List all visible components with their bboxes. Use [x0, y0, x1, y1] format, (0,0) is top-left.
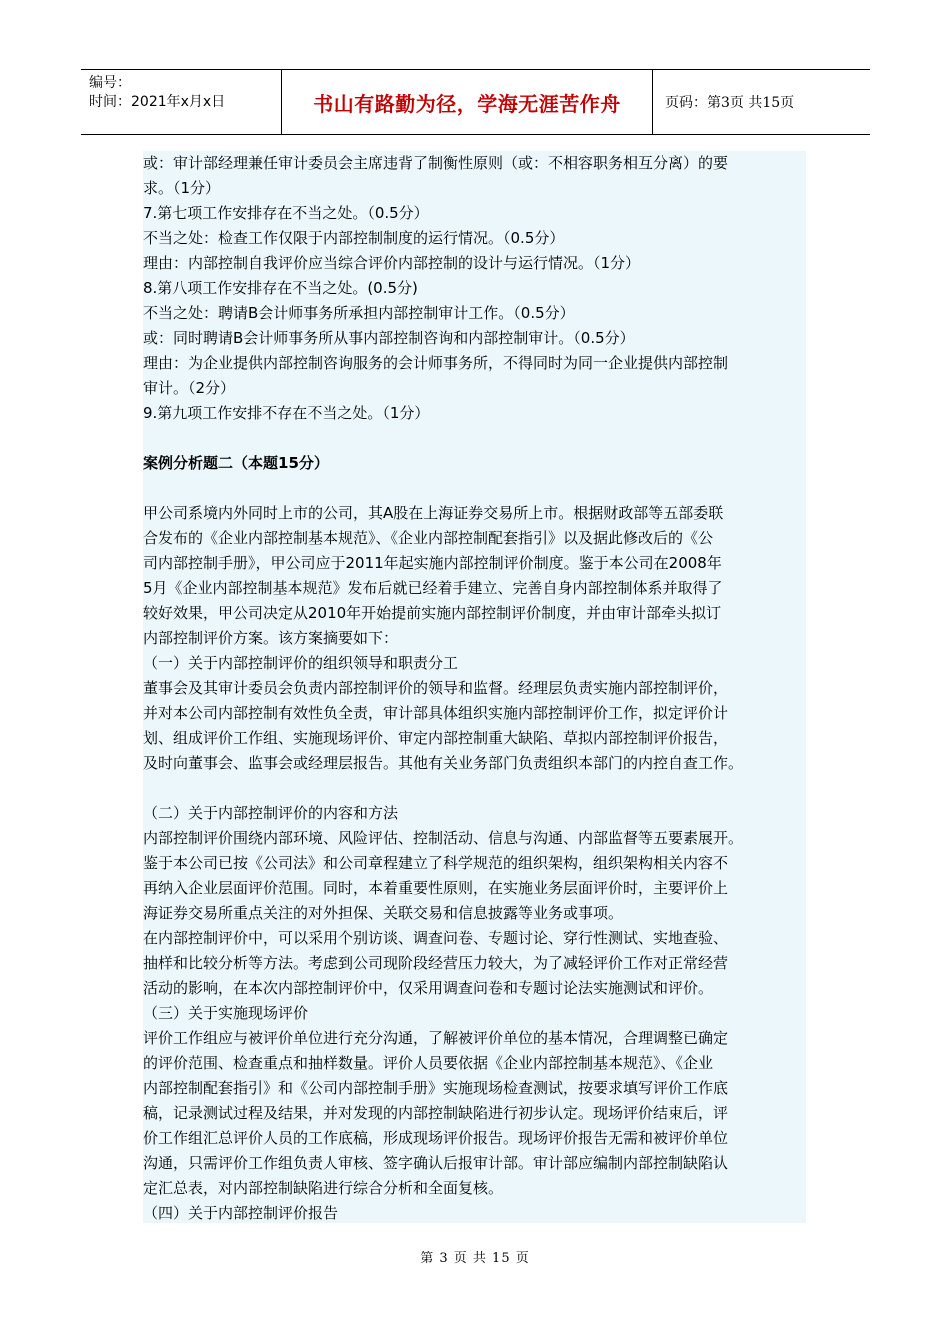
text-line: 理由：为企业提供内部控制咨询服务的会计师事务所，不得同时为同一企业提供内部控制 — [143, 354, 729, 372]
subheading: （四）关于内部控制评价报告 — [143, 1204, 339, 1222]
text-line: 价工作组汇总评价人员的工作底稿，形成现场评价报告。现场评价报告无需和被评价单位 — [143, 1129, 729, 1147]
spacer — [143, 776, 806, 801]
page-footer: 第 3 页 共 15 页 — [420, 1251, 530, 1266]
text-line: 理由：内部控制自我评价应当综合评价内部控制的设计与运行情况。（1分） — [143, 254, 641, 272]
subheading: （二）关于内部控制评价的内容和方法 — [143, 804, 399, 822]
document-date-label: 时间：2021年x月x日 — [89, 94, 226, 110]
spacer — [143, 426, 806, 451]
text-line: 较好效果，甲公司决定从2010年开始提前实施内部控制评价制度，并由审计部牵头拟订 — [143, 604, 722, 622]
text-line: 内部控制配套指引》和《公司内部控制手册》实施现场检查测试，按要求填写评价工作底 — [143, 1079, 729, 1097]
text-line: 划、组成评价工作组、实施现场评价、审定内部控制重大缺陷、草拟内部控制评价报告， — [143, 729, 729, 747]
text-line: 并对本公司内部控制有效性负全责，审计部具体组织实施内部控制评价工作，拟定评价计 — [143, 704, 729, 722]
text-line: 沟通，只需评价工作组负责人审核、签字确认后报审计部。审计部应编制内部控制缺陷认 — [143, 1154, 729, 1172]
text-line: 再纳入企业层面评价范围。同时，本着重要性原则，在实施业务层面评价时，主要评价上 — [143, 879, 729, 897]
header-motto: 书山有路勤为径，学海无涯苦作舟 — [281, 70, 653, 134]
text-line: 8.第八项工作安排存在不当之处。(0.5分) — [143, 279, 418, 297]
section-title: 案例分析题二（本题15分） — [143, 454, 329, 472]
text-line: 内部控制评价方案。该方案摘要如下： — [143, 629, 399, 647]
text-line: 稿，记录测试过程及结果，并对发现的内部控制缺陷进行初步认定。现场评价结束后，评 — [143, 1104, 729, 1122]
header-page-info: 页码：第3页 共15页 — [665, 95, 795, 111]
document-body — [143, 151, 806, 1223]
text-line: 审计。（2分） — [143, 379, 236, 397]
subheading: （一）关于内部控制评价的组织领导和职责分工 — [143, 654, 459, 672]
text-line: 定汇总表，对内部控制缺陷进行综合分析和全面复核。 — [143, 1179, 504, 1197]
spacer — [143, 476, 806, 501]
text-line: 海证券交易所重点关注的对外担保、关联交易和信息披露等业务或事项。 — [143, 904, 624, 922]
text-line: 评价工作组应与被评价单位进行充分沟通，了解被评价单位的基本情况，合理调整已确定 — [143, 1029, 729, 1047]
text-line: 甲公司系境内外同时上市的公司，其A股在上海证券交易所上市。根据财政部等五部委联 — [143, 504, 724, 522]
text-line: 司内部控制手册》，甲公司应于2011年起实施内部控制评价制度。鉴于本公司在2008年 — [143, 554, 722, 572]
text-line: 或：审计部经理兼任审计委员会主席违背了制衡性原则（或：不相容职务相互分离）的要 — [143, 154, 729, 172]
text-line: 或：同时聘请B会计师事务所从事内部控制咨询和内部控制审计。（0.5分） — [143, 329, 635, 347]
text-line: 5月《企业内部控制基本规范》发布后就已经着手建立、完善自身内部控制体系并取得了 — [143, 579, 723, 597]
text-line: 内部控制评价围绕内部环境、风险评估、控制活动、信息与沟通、内部监督等五要素展开。 — [143, 829, 744, 847]
text-line: 抽样和比较分析等方法。考虑到公司现阶段经营压力较大，为了减轻评价工作对正常经营 — [143, 954, 729, 972]
text-line: 不当之处：检查工作仅限于内部控制制度的运行情况。（0.5分） — [143, 229, 565, 247]
text-line: 活动的影响，在本次内部控制评价中，仅采用调查问卷和专题讨论法实施测试和评价。 — [143, 979, 714, 997]
page-header — [81, 69, 870, 135]
text-line: 及时向董事会、监事会或经理层报告。其他有关业务部门负责组织本部门的内控自查工作。 — [143, 754, 744, 772]
document-number-label: 编号： — [89, 75, 131, 91]
text-line: 7.第七项工作安排存在不当之处。（0.5分） — [143, 204, 429, 222]
text-line: 合发布的《企业内部控制基本规范》、《企业内部控制配套指引》以及据此修改后的《公 — [143, 529, 714, 547]
text-line: 鉴于本公司已按《公司法》和公司章程建立了科学规范的组织架构，组织架构相关内容不 — [143, 854, 729, 872]
text-line: 不当之处：聘请B会计师事务所承担内部控制审计工作。（0.5分） — [143, 304, 575, 322]
text-line: 的评价范围、检查重点和抽样数量。评价人员要依据《企业内部控制基本规范》、《企业 — [143, 1054, 714, 1072]
text-line: 9.第九项工作安排不存在不当之处。（1分） — [143, 404, 430, 422]
text-line: 求。（1分） — [143, 179, 221, 197]
text-line: 在内部控制评价中，可以采用个别访谈、调查问卷、专题讨论、穿行性测试、实地查验、 — [143, 929, 729, 947]
text-line: 董事会及其审计委员会负责内部控制评价的领导和监督。经理层负责实施内部控制评价， — [143, 679, 729, 697]
header-meta — [81, 70, 281, 134]
subheading: （三）关于实施现场评价 — [143, 1004, 309, 1022]
